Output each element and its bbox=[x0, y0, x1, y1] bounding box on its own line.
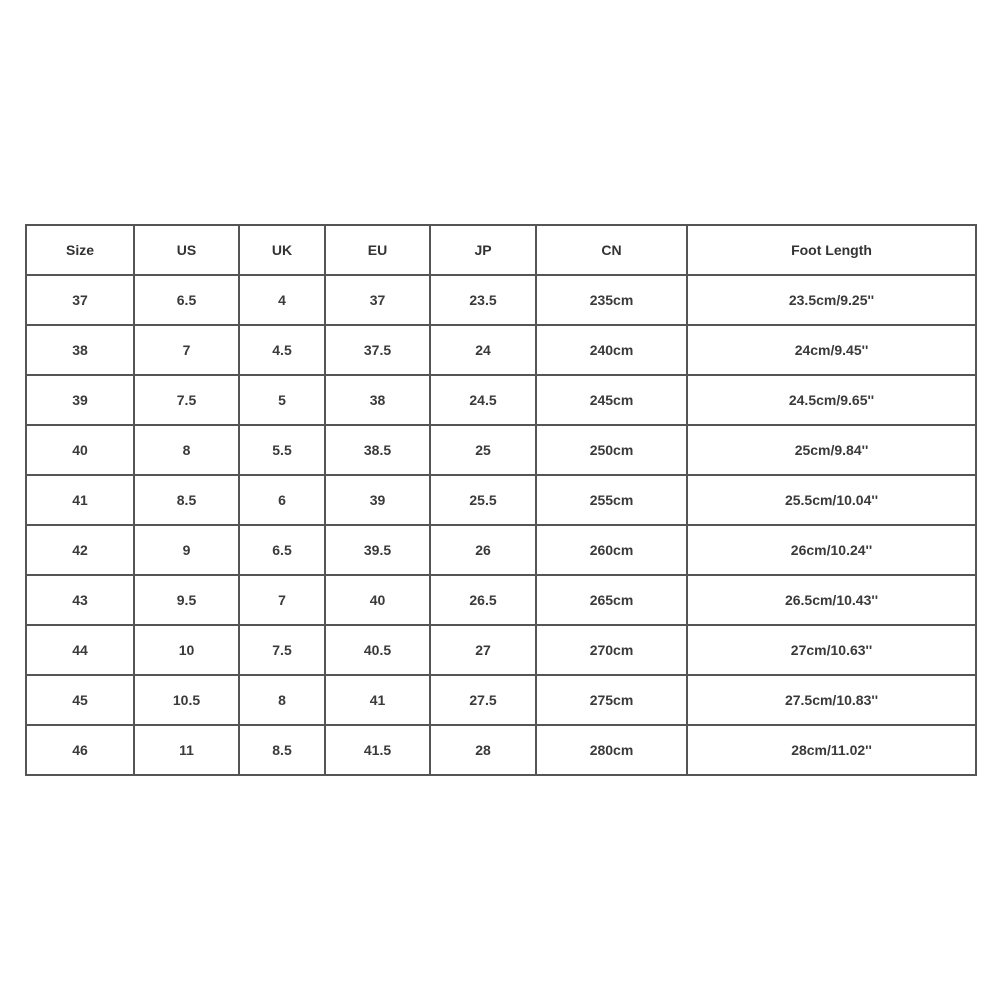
cell-size: 37 bbox=[26, 275, 134, 325]
cell-eu: 41.5 bbox=[325, 725, 430, 775]
cell-cn: 235cm bbox=[536, 275, 687, 325]
cell-uk: 8 bbox=[239, 675, 325, 725]
cell-cn: 240cm bbox=[536, 325, 687, 375]
cell-us: 10.5 bbox=[134, 675, 239, 725]
column-header-foot-length: Foot Length bbox=[687, 225, 976, 275]
cell-cn: 260cm bbox=[536, 525, 687, 575]
cell-us: 6.5 bbox=[134, 275, 239, 325]
cell-cn: 255cm bbox=[536, 475, 687, 525]
cell-jp: 24.5 bbox=[430, 375, 536, 425]
cell-cn: 250cm bbox=[536, 425, 687, 475]
cell-uk: 6.5 bbox=[239, 525, 325, 575]
cell-size: 39 bbox=[26, 375, 134, 425]
cell-jp: 26.5 bbox=[430, 575, 536, 625]
cell-size: 41 bbox=[26, 475, 134, 525]
cell-uk: 4 bbox=[239, 275, 325, 325]
cell-jp: 23.5 bbox=[430, 275, 536, 325]
cell-eu: 40.5 bbox=[325, 625, 430, 675]
cell-cn: 280cm bbox=[536, 725, 687, 775]
cell-size: 40 bbox=[26, 425, 134, 475]
table-row bbox=[26, 275, 976, 325]
cell-us: 9 bbox=[134, 525, 239, 575]
cell-jp: 27 bbox=[430, 625, 536, 675]
cell-jp: 24 bbox=[430, 325, 536, 375]
column-header-eu: EU bbox=[325, 225, 430, 275]
cell-size: 42 bbox=[26, 525, 134, 575]
cell-foot-length: 28cm/11.02'' bbox=[687, 725, 976, 775]
cell-size: 45 bbox=[26, 675, 134, 725]
cell-foot-length: 27.5cm/10.83'' bbox=[687, 675, 976, 725]
cell-foot-length: 26cm/10.24'' bbox=[687, 525, 976, 575]
cell-us: 9.5 bbox=[134, 575, 239, 625]
cell-uk: 5 bbox=[239, 375, 325, 425]
cell-eu: 37 bbox=[325, 275, 430, 325]
column-header-us: US bbox=[134, 225, 239, 275]
cell-size: 44 bbox=[26, 625, 134, 675]
cell-foot-length: 25.5cm/10.04'' bbox=[687, 475, 976, 525]
cell-jp: 26 bbox=[430, 525, 536, 575]
column-header-cn: CN bbox=[536, 225, 687, 275]
cell-us: 11 bbox=[134, 725, 239, 775]
cell-eu: 38 bbox=[325, 375, 430, 425]
cell-us: 8 bbox=[134, 425, 239, 475]
table-row bbox=[26, 725, 976, 775]
cell-foot-length: 24cm/9.45'' bbox=[687, 325, 976, 375]
table-row bbox=[26, 625, 976, 675]
cell-cn: 270cm bbox=[536, 625, 687, 675]
cell-uk: 6 bbox=[239, 475, 325, 525]
cell-cn: 245cm bbox=[536, 375, 687, 425]
cell-eu: 38.5 bbox=[325, 425, 430, 475]
column-header-uk: UK bbox=[239, 225, 325, 275]
cell-jp: 25.5 bbox=[430, 475, 536, 525]
cell-foot-length: 26.5cm/10.43'' bbox=[687, 575, 976, 625]
cell-eu: 40 bbox=[325, 575, 430, 625]
table-header-row bbox=[26, 225, 976, 275]
cell-uk: 7.5 bbox=[239, 625, 325, 675]
cell-us: 7 bbox=[134, 325, 239, 375]
cell-uk: 7 bbox=[239, 575, 325, 625]
cell-cn: 275cm bbox=[536, 675, 687, 725]
cell-foot-length: 24.5cm/9.65'' bbox=[687, 375, 976, 425]
table-row bbox=[26, 575, 976, 625]
cell-jp: 27.5 bbox=[430, 675, 536, 725]
cell-foot-length: 25cm/9.84'' bbox=[687, 425, 976, 475]
cell-foot-length: 27cm/10.63'' bbox=[687, 625, 976, 675]
column-header-jp: JP bbox=[430, 225, 536, 275]
cell-jp: 28 bbox=[430, 725, 536, 775]
size-chart-table bbox=[25, 224, 977, 776]
table-row bbox=[26, 425, 976, 475]
cell-uk: 5.5 bbox=[239, 425, 325, 475]
cell-us: 7.5 bbox=[134, 375, 239, 425]
cell-us: 10 bbox=[134, 625, 239, 675]
cell-cn: 265cm bbox=[536, 575, 687, 625]
table-row bbox=[26, 525, 976, 575]
cell-foot-length: 23.5cm/9.25'' bbox=[687, 275, 976, 325]
cell-uk: 8.5 bbox=[239, 725, 325, 775]
cell-us: 8.5 bbox=[134, 475, 239, 525]
cell-uk: 4.5 bbox=[239, 325, 325, 375]
table-row bbox=[26, 375, 976, 425]
column-header-size: Size bbox=[26, 225, 134, 275]
cell-size: 43 bbox=[26, 575, 134, 625]
cell-eu: 37.5 bbox=[325, 325, 430, 375]
table-row bbox=[26, 475, 976, 525]
table-row bbox=[26, 325, 976, 375]
cell-size: 46 bbox=[26, 725, 134, 775]
cell-eu: 41 bbox=[325, 675, 430, 725]
cell-jp: 25 bbox=[430, 425, 536, 475]
cell-size: 38 bbox=[26, 325, 134, 375]
cell-eu: 39 bbox=[325, 475, 430, 525]
cell-eu: 39.5 bbox=[325, 525, 430, 575]
table-row bbox=[26, 675, 976, 725]
